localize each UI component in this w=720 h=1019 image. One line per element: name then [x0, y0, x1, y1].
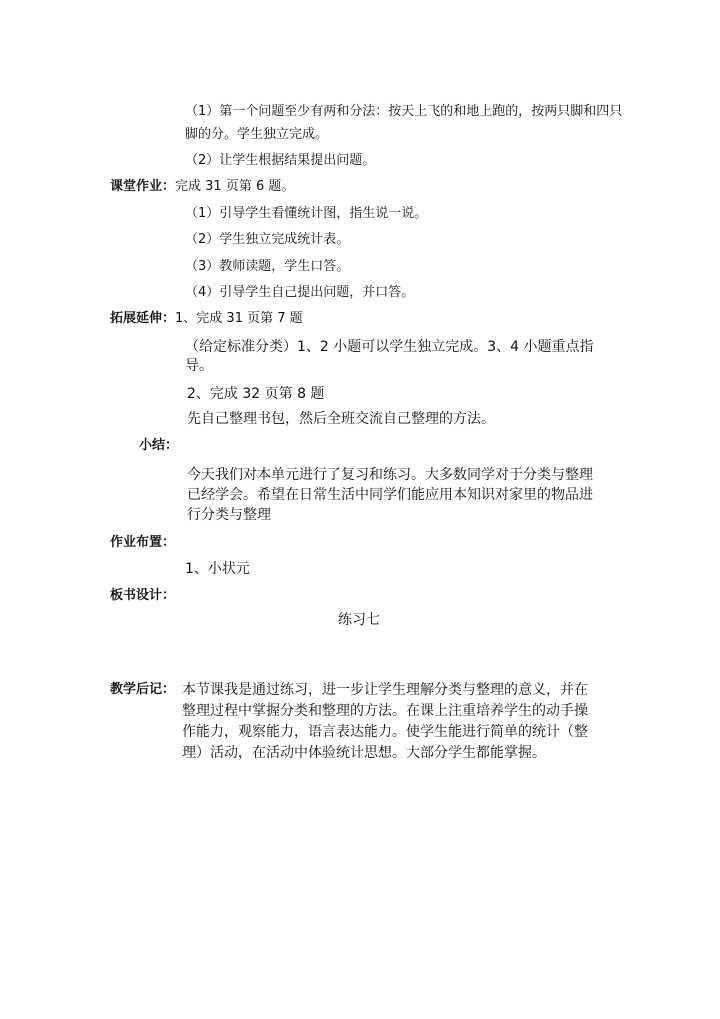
- board-title: 练习七: [338, 612, 380, 628]
- extension-item1: 1、完成 31 页第 7 题: [175, 311, 303, 326]
- assignment-label: 作业布置：: [110, 535, 176, 550]
- assignment-item1: 1、小状元: [185, 561, 250, 577]
- class-homework-label: 课堂作业：: [110, 179, 176, 194]
- reflection-label: 教学后记：: [110, 682, 176, 697]
- summary-label: 小结：: [139, 438, 179, 453]
- extension-row: [110, 311, 303, 327]
- reflection-line1: 本节课我是通过练习，进一步让学生理解分类与整理的意义，并在: [182, 682, 588, 698]
- class-homework-task: 完成 31 页第 6 题。: [175, 179, 295, 194]
- extension-item2-desc: 先自己整理书包，然后全班交流自己整理的方法。: [187, 411, 495, 427]
- summary-line2: 已经学会。希望在日常生活中同学们能应用本知识对家里的物品进: [187, 487, 593, 503]
- item1-line1: （1）第一个问题至少有两和分法：按天上飞的和地上跑的，按两只脚和四只: [185, 104, 623, 119]
- item2-line: （2）让学生根据结果提出问题。: [185, 153, 376, 168]
- item1-line2: 脚的分。学生独立完成。: [185, 127, 329, 142]
- extension-item1-desc-line2: 导。: [185, 358, 213, 374]
- board-label: 板书设计：: [110, 588, 176, 603]
- extension-item1-desc-line1: （给定标准分类）1、2 小题可以学生独立完成。3、4 小题重点指: [185, 339, 594, 355]
- extension-item2: 2、完成 32 页第 8 题: [187, 386, 325, 402]
- reflection-line4: 理）活动，在活动中体验统计思想。大部分学生都能掌握。: [182, 745, 546, 761]
- class-step-2: （2）学生独立完成统计表。: [185, 232, 350, 247]
- extension-label: 拓展延伸：: [110, 311, 176, 326]
- class-step-1: （1）引导学生看懂统计图，指生说一说。: [185, 206, 428, 221]
- class-homework-row: [110, 179, 294, 195]
- reflection-line3: 作能力，观察能力，语言表达能力。使学生能进行简单的统计（整: [182, 724, 588, 740]
- class-step-4: （4）引导学生自己提出问题，并口答。: [185, 285, 415, 300]
- summary-line3: 行分类与整理: [187, 507, 271, 523]
- reflection-line2: 整理过程中掌握分类和整理的方法。在课上注重培养学生的动手操: [182, 703, 588, 719]
- summary-line1: 今天我们对本单元进行了复习和练习。大多数同学对于分类与整理: [187, 467, 593, 483]
- class-step-3: （3）教师读题，学生口答。: [185, 259, 350, 274]
